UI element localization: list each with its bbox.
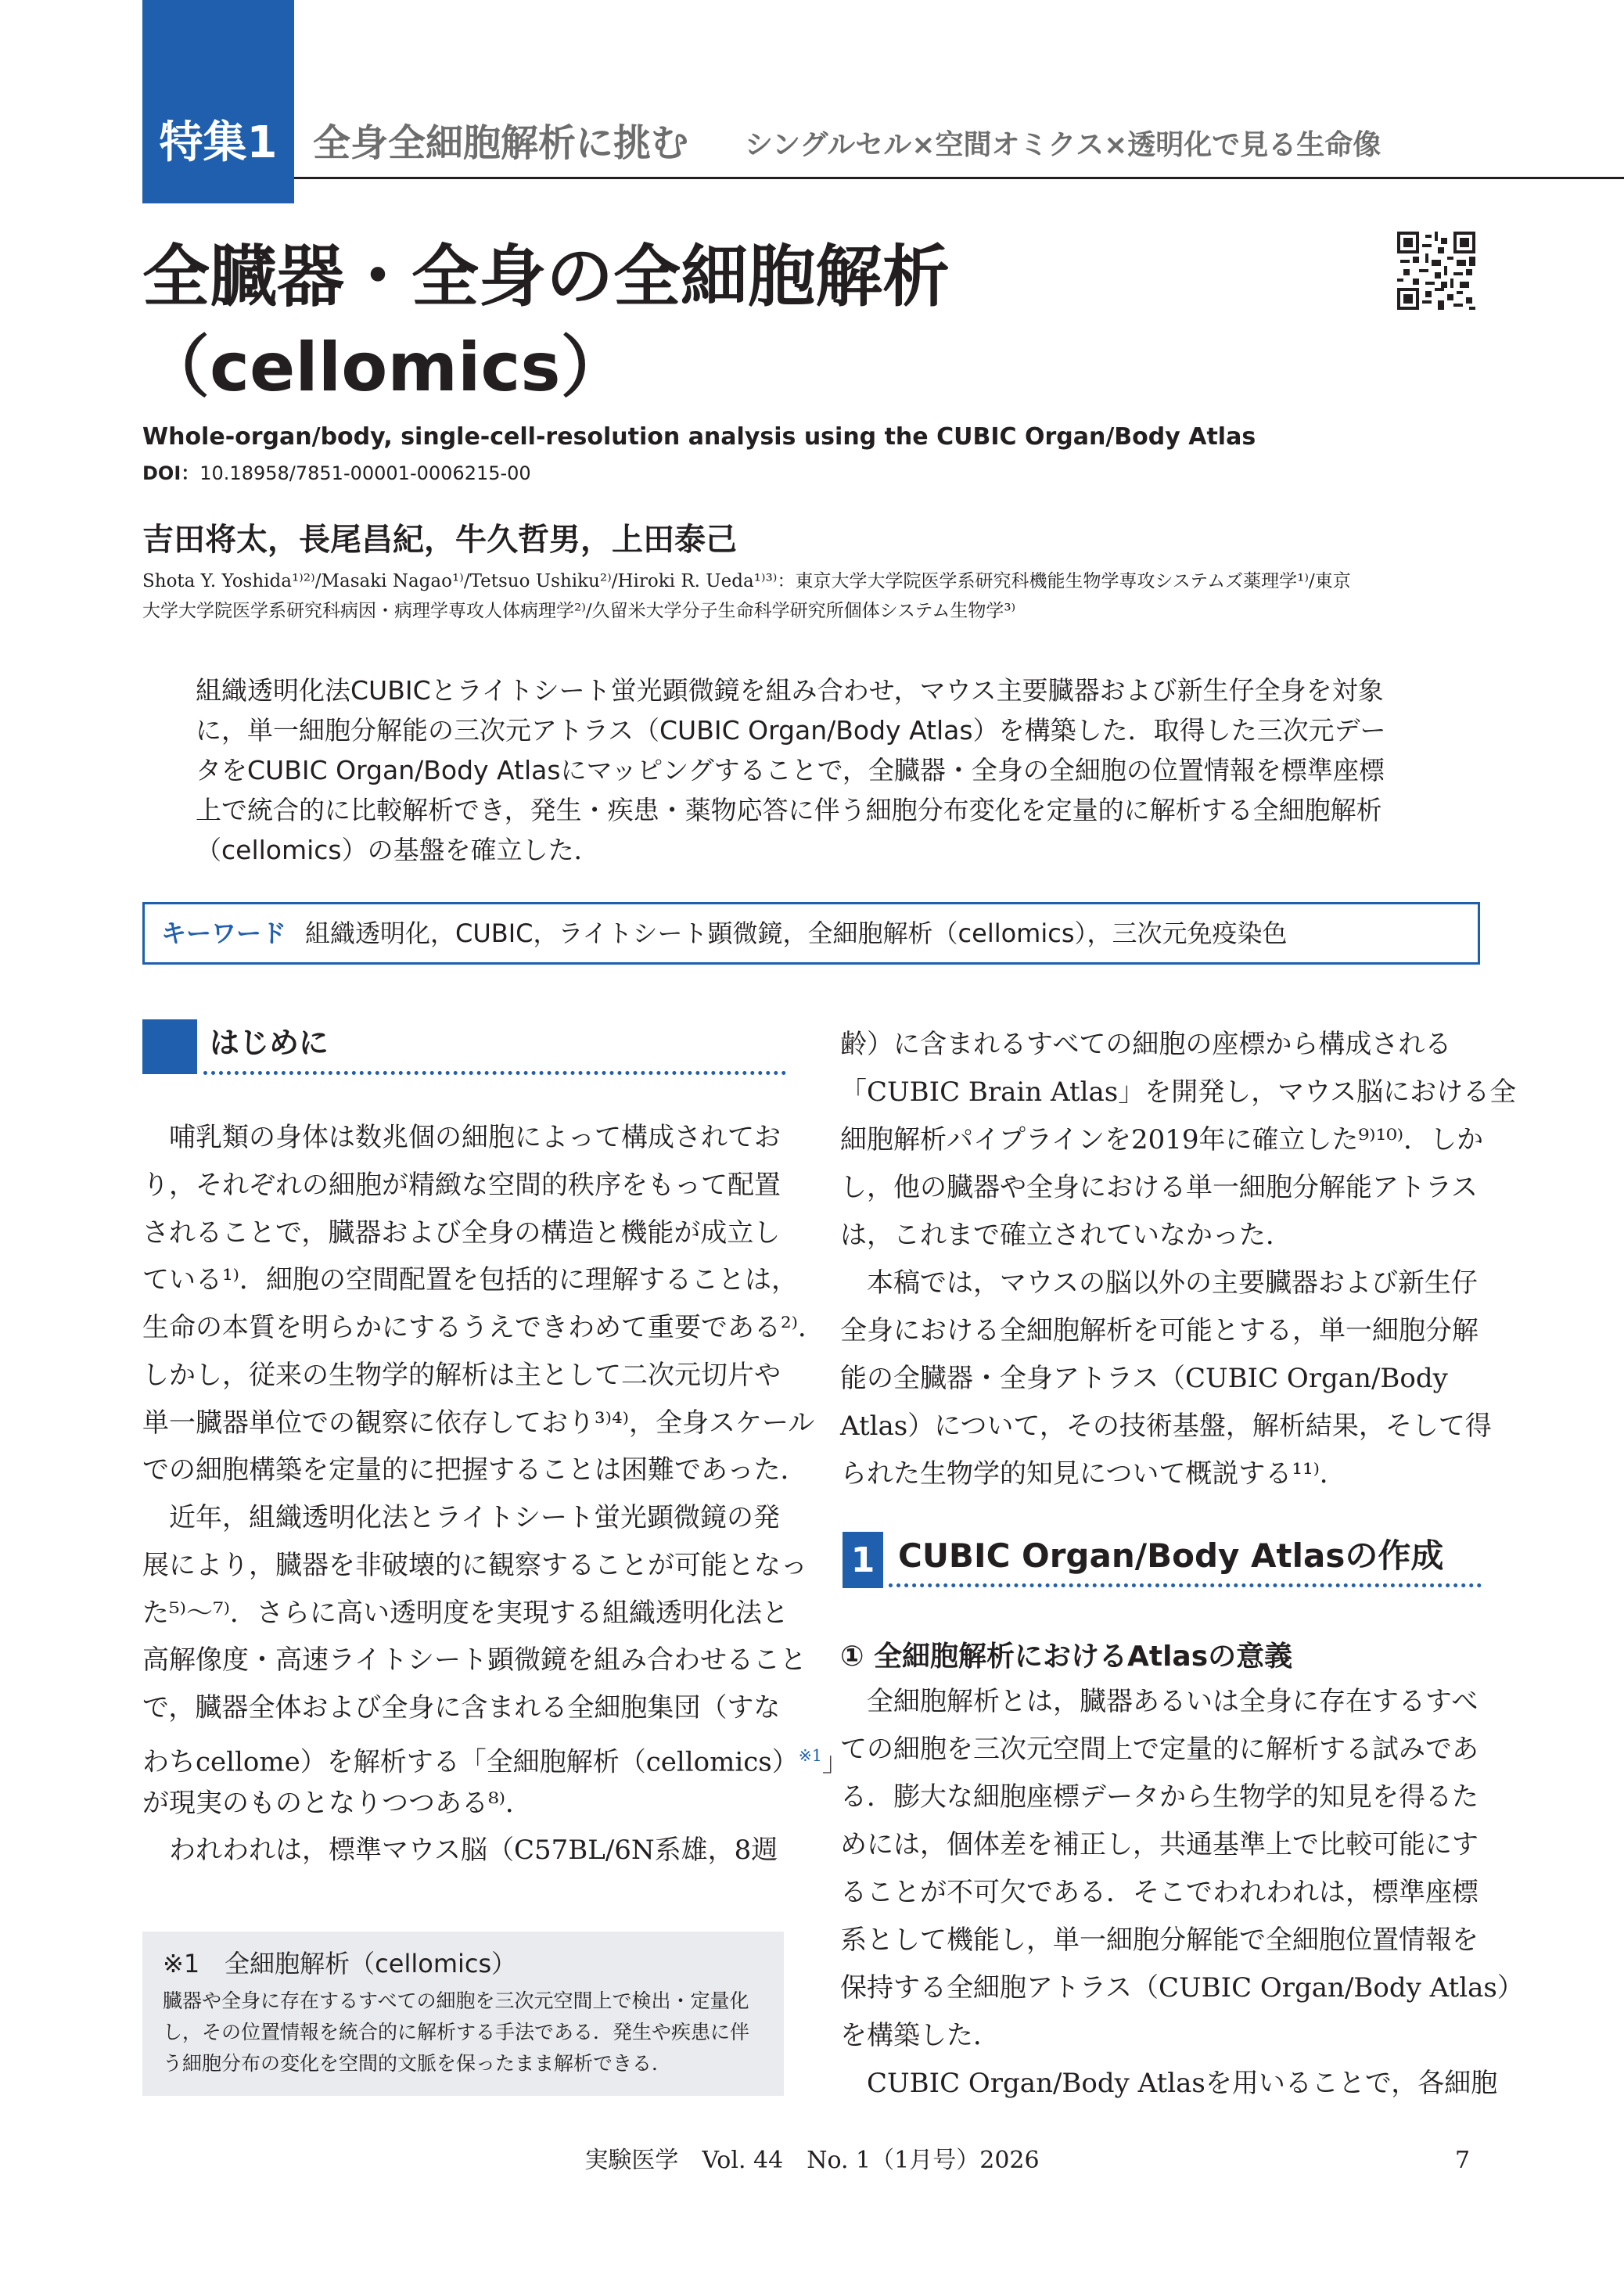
body-line: 展により，臓器を非破壊的に観察することが可能となっ — [142, 1550, 807, 1581]
body-line: われわれは，標準マウス脳（C57BL/6N系雄，8週 — [142, 1835, 778, 1866]
doi-label: DOI： — [142, 462, 200, 484]
body-line: 能の全臓器・全身アトラス（CUBIC Organ/Body — [840, 1363, 1448, 1394]
section-title-intro: はじめに — [210, 1026, 329, 1060]
body-line: 細胞解析パイプラインを2019年に確立した⁹⁾¹⁰⁾．しか — [840, 1124, 1484, 1155]
body-line: で，臓器全体および全身に含まれる全細胞集団（すな — [142, 1692, 781, 1723]
body-line: 単一臓器単位での観察に依存しており³⁾⁴⁾，全身スケール — [142, 1407, 815, 1439]
body-line: 本稿では，マウスの脳以外の主要臓器および新生仔 — [840, 1267, 1478, 1299]
article-title-line2: （cellomics） — [142, 329, 628, 407]
body-line: 生命の本質を明らかにするうえできわめて重要である²⁾． — [142, 1312, 825, 1343]
body-line: ることが不可欠である．そこでわれわれは，標準座標 — [840, 1877, 1478, 1908]
body-line: し，他の臓器や全身における単一細胞分解能アトラス — [840, 1172, 1478, 1203]
section-title-1: CUBIC Organ/Body Atlasの作成 — [898, 1536, 1444, 1575]
body-line: 齢）に含まれるすべての細胞の座標から構成される — [840, 1029, 1452, 1060]
closing-bracket: 」 — [821, 1746, 849, 1778]
body-line: 全細胞解析とは，臓器あるいは全身に存在するすべ — [840, 1686, 1478, 1717]
authors: 吉田将太，長尾昌紀，牛久哲男，上田泰己 — [142, 522, 737, 558]
page-number: 7 — [1455, 2147, 1471, 2174]
body-line: 系として機能し，単一細胞分解能で全細胞位置情報を — [840, 1925, 1478, 1956]
abstract-line: に，単一細胞分解能の三次元アトラス（CUBIC Organ/Body Atlas）を構築した．取得した三次元デー — [196, 715, 1386, 746]
feature-tab-label: 特集1 — [159, 117, 278, 168]
section-dotted-rule — [203, 1071, 786, 1075]
section-marker — [142, 1019, 197, 1074]
body-line: Atlas）について，その技術基盤，解析結果，そして得 — [840, 1411, 1492, 1442]
body-line: CUBIC Organ/Body Atlasを用いることで，各細胞 — [840, 2068, 1498, 2099]
qr-code-icon[interactable] — [1397, 232, 1475, 310]
english-title: Whole-organ/body, single-cell-resolution analysis using the CUBIC Organ/Body Atlas — [142, 423, 1256, 451]
doi[interactable] — [142, 458, 531, 489]
abstract-line: 上で統合的に比較解析でき，発生・疾患・薬物応答に伴う細胞分布変化を定量的に解析する全細胞解析 — [196, 795, 1382, 825]
subsection-title: ① 全細胞解析におけるAtlasの意義 — [840, 1641, 1293, 1673]
section-number: 1 — [850, 1540, 875, 1580]
body-line: めには，個体差を補正し，共通基準上で比較可能にす — [840, 1829, 1478, 1860]
body-line: を構築した． — [840, 2020, 1000, 2051]
footnote-line: う細胞分布の変化を空間的文脈を保ったまま解析できる． — [163, 2052, 672, 2075]
body-line: られた生物学的知見について概説する¹¹⁾． — [840, 1458, 1346, 1490]
feature-title: 全身全細胞解析に挑む — [313, 121, 689, 165]
body-line: されることで，臓器および全身の構造と機能が成立し — [142, 1217, 781, 1249]
body-line: 保持する全細胞アトラス（CUBIC Organ/Body Atlas） — [840, 1972, 1524, 2004]
journal-footer: 実験医学 Vol. 44 No. 1（1月号）2026 — [584, 2147, 1040, 2174]
footnote-line: 臓器や全身に存在するすべての細胞を三次元空間上で検出・定量化 — [163, 1989, 749, 2012]
body-line: 哺乳類の身体は数兆個の細胞によって構成されてお — [142, 1122, 781, 1153]
body-line: り，それぞれの細胞が精緻な空間的秩序をもって配置 — [142, 1170, 781, 1201]
body-line: 高解像度・高速ライトシート顕微鏡を組み合わせること — [142, 1644, 807, 1676]
article-title-line1: 全臓器・全身の全細胞解析 — [142, 238, 950, 316]
body-line: 「CUBIC Brain Atlas」を開発し，マウス脳における全 — [840, 1076, 1517, 1108]
body-line — [142, 1732, 849, 1786]
affiliations-line2: 大学大学院医学系研究科病因・病理学専攻人体病理学²⁾/久留米大学分子生命科学研究所個体システム生物学³⁾ — [142, 601, 1016, 621]
body-line: が現実のものとなりつつある⁸⁾． — [142, 1788, 532, 1819]
affiliations-line1: Shota Y. Yoshida¹⁾²⁾/Masaki Nagao¹⁾/Tetsuo Ushiku²⁾/Hiroki R. Ueda¹⁾³⁾：東京大学大学院医学系研究科機能生物学専攻システムズ薬理学¹⁾/東京 — [142, 571, 1351, 591]
body-line: ての細胞を三次元空間上で定量的に解析する試みであ — [840, 1734, 1478, 1765]
doi-value: 10.18958/7851-00001-0006215-00 — [199, 462, 531, 484]
abstract-line: （cellomics）の基盤を確立した． — [196, 835, 600, 865]
keywords: 組織透明化，CUBIC，ライトシート顕微鏡，全細胞解析（cellomics），三次元免疫染色 — [305, 918, 1288, 948]
body-line-text: わちcellome）を解析する「全細胞解析（cellomics） — [142, 1746, 799, 1778]
footnote-line: し，その位置情報を統合的に解析する手法である．発生や疾患に伴 — [163, 2021, 750, 2043]
footnote-mark[interactable]: ※1 — [798, 1746, 822, 1765]
abstract-line: タをCUBIC Organ/Body Atlasにマッピングすることで，全臓器・全身の全細胞の位置情報を標準座標 — [196, 755, 1385, 785]
body-line: た⁵⁾〜⁷⁾．さらに高い透明度を実現する組織透明化法と — [142, 1598, 789, 1629]
footnote-title: ※1 全細胞解析（cellomics） — [163, 1949, 517, 1979]
body-line: しかし，従来の生物学的解析は主として二次元切片や — [142, 1360, 781, 1391]
header-rule — [294, 177, 1624, 179]
body-line: は，これまで確立されていなかった． — [840, 1220, 1292, 1251]
body-line: 全身における全細胞解析を可能とする，単一細胞分解 — [840, 1315, 1478, 1346]
body-line: ている¹⁾．細胞の空間配置を包括的に理解することは， — [142, 1264, 798, 1296]
feature-subtitle: シングルセル×空間オミクス×透明化で見る生命像 — [745, 129, 1381, 161]
body-line: る．膨大な細胞座標データから生物学的知見を得るた — [840, 1781, 1478, 1813]
abstract-line: 組織透明化法CUBICとライトシート蛍光顕微鏡を組み合わせ，マウス主要臓器および新生仔全身を対象 — [196, 675, 1384, 706]
body-line: 近年，組織透明化法とライトシート蛍光顕微鏡の発 — [142, 1502, 780, 1533]
section-dotted-rule — [889, 1583, 1482, 1587]
body-line: での細胞構築を定量的に把握することは困難であった． — [142, 1454, 807, 1486]
keywords-label: キーワード — [161, 918, 287, 948]
